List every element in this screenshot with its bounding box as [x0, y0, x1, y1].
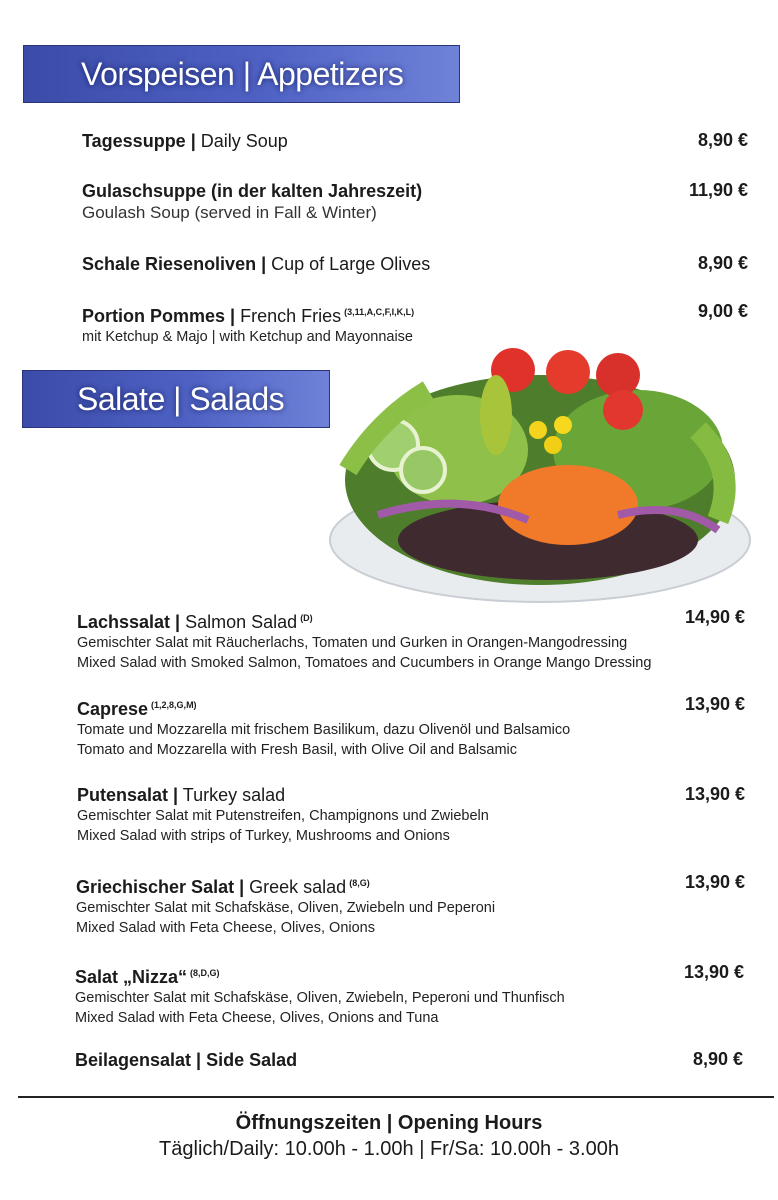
item-name-de: Schale Riesenoliven | — [82, 254, 267, 274]
menu-item — [77, 607, 745, 673]
item-desc-en: Mixed Salad with strips of Turkey, Mushrooms and Onions — [77, 828, 450, 844]
section-title-salads: Salate | Salads — [77, 380, 285, 417]
menu-item — [76, 872, 745, 938]
item-price: 13,90 € — [684, 872, 745, 892]
opening-hours-text: Täglich/Daily: 10.00h - 1.00h | Fr/Sa: 10.00h - 3.00h — [159, 1138, 619, 1160]
item-price: 8,90 € — [697, 130, 748, 150]
item-name-de: Salat „Nizza“ — [75, 967, 188, 987]
menu-item — [77, 784, 745, 846]
item-desc-de: Gemischter Salat mit Schafskäse, Oliven, Zwiebeln, Peperoni und Thunfisch — [75, 990, 565, 1006]
item-name-de: Putensalat | — [77, 785, 179, 805]
salad-photo — [318, 330, 758, 610]
item-name-en: Cup of Large Olives — [271, 254, 431, 274]
item-name-en: Turkey salad — [182, 785, 286, 805]
item-desc-en: Tomato and Mozzarella with Fresh Basil, with Olive Oil and Balsamic — [77, 742, 517, 758]
item-name-en: Salmon Salad — [185, 612, 298, 632]
opening-hours-title: Öffnungszeiten | Opening Hours — [235, 1112, 543, 1134]
menu-item — [75, 962, 744, 1028]
item-name-de: Tagessuppe | — [82, 131, 196, 151]
item-allergens: (1,2,8,G,M) — [151, 700, 197, 710]
item-name-de: Portion Pommes | — [82, 306, 236, 326]
menu-item — [82, 130, 748, 152]
item-desc: mit Ketchup & Majo | with Ketchup and Mayonnaise — [82, 329, 414, 345]
item-desc-en: Mixed Salad with Feta Cheese, Olives, Onions and Tuna — [75, 1010, 439, 1026]
item-desc-en: Mixed Salad with Feta Cheese, Olives, Onions — [76, 920, 375, 936]
item-price: 14,90 € — [684, 607, 745, 627]
item-name-de: Griechischer Salat | — [76, 877, 245, 897]
footer-divider — [18, 1096, 774, 1098]
item-price: 8,90 € — [697, 253, 748, 273]
item-name-en: Daily Soup — [200, 131, 288, 151]
item-desc-en: Goulash Soup (served in Fall & Winter) — [82, 203, 377, 222]
item-desc-de: Gemischter Salat mit Schafskäse, Oliven, Zwiebeln und Peperoni — [76, 900, 496, 916]
item-desc-de: Gemischter Salat mit Putenstreifen, Champignons und Zwiebeln — [77, 808, 489, 824]
item-desc-de: Gemischter Salat mit Räucherlachs, Tomaten und Gurken in Orangen-Mangodressing — [77, 635, 628, 651]
item-name-en: Greek salad — [249, 877, 347, 897]
item-name-de: Beilagensalat | Side Salad — [75, 1050, 298, 1070]
item-allergens: (8,G) — [349, 878, 370, 888]
item-name-de: Gulaschsuppe (in der kalten Jahreszeit) — [82, 181, 423, 201]
item-desc-de: Tomate und Mozzarella mit frischem Basilikum, dazu Olivenöl und Balsamico — [77, 722, 571, 738]
item-price: 13,90 € — [684, 694, 745, 714]
item-name-de: Caprese — [77, 699, 149, 719]
item-price: 13,90 € — [683, 962, 744, 982]
item-price: 8,90 € — [692, 1049, 743, 1069]
item-price: 13,90 € — [684, 784, 745, 804]
item-price: 9,00 € — [697, 301, 748, 321]
item-allergens: (D) — [300, 613, 313, 623]
item-allergens: (3,11,A,C,F,I,K,L) — [344, 307, 415, 317]
item-name-en: French Fries — [240, 306, 342, 326]
section-title-appetizers: Vorspeisen | Appetizers — [81, 55, 404, 92]
item-allergens: (8,D,G) — [190, 968, 220, 978]
item-price: 11,90 € — [688, 180, 748, 200]
item-desc-en: Mixed Salad with Smoked Salmon, Tomatoes and Cucumbers in Orange Mango Dressing — [77, 655, 652, 671]
menu-item — [75, 1049, 743, 1071]
menu-item — [82, 253, 748, 275]
item-name-de: Lachssalat | — [77, 612, 181, 632]
section-banner-salads — [22, 370, 330, 428]
section-banner-appetizers — [23, 45, 460, 103]
menu-item — [82, 180, 748, 224]
menu-item — [77, 694, 745, 760]
